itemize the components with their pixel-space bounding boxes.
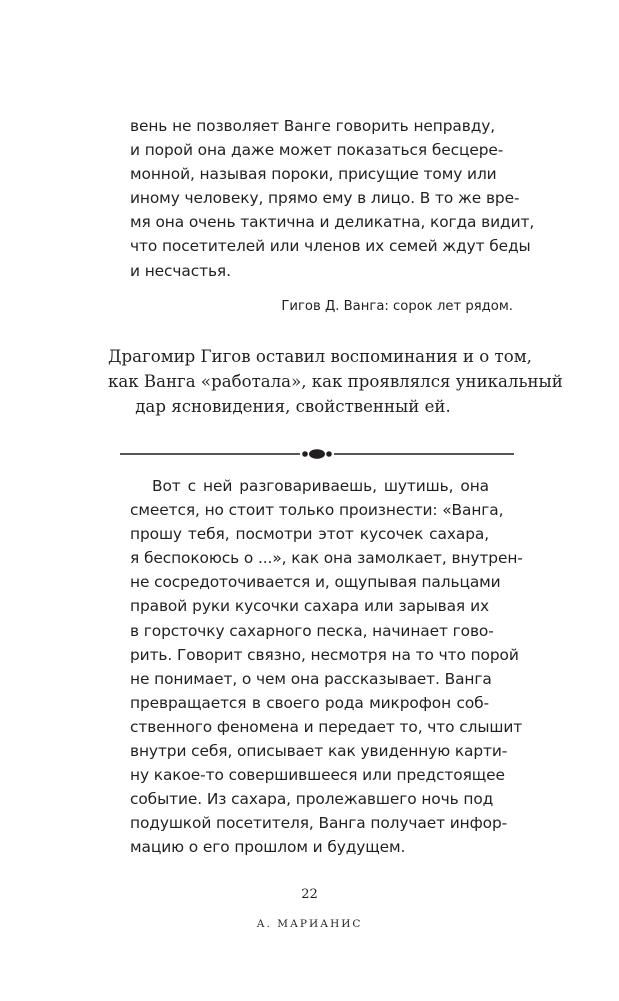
quote-line: вень не позволяет Ванге говорить неправду, [130, 117, 496, 135]
body-line: рить. Говорит связно, несмотря на то что порой [130, 645, 519, 664]
body-line: внутри себя, описывает как увиденную карти- [130, 742, 508, 761]
intro-line: Драгомир Гигов оставил воспоминания и о том, [108, 347, 532, 366]
body-line: не понимает, о чем она рассказывает. Ванга [130, 669, 492, 688]
section-divider [120, 445, 514, 463]
body-line: прошу тебя, посмотри этот кусочек сахара, [130, 525, 489, 544]
quote-line: монной, называя пороки, присущие тому или [130, 165, 497, 184]
intro-paragraph [108, 344, 563, 419]
quote-line: иному человеку, прямо ему в лицо. В то же вре- [130, 189, 520, 208]
body-paragraph [130, 474, 523, 860]
body-line: мацию о его прошлом и будущем. [130, 838, 406, 857]
body-line: в горсточку сахарного песка, начинает гово- [130, 621, 494, 640]
quote-line: мя она очень тактична и деликатна, когда видит, [130, 213, 535, 232]
body-line: Вот с ней разговариваешь, шутишь, она [152, 477, 489, 495]
body-line: подушкой посетителя, Ванга получает инфор- [130, 814, 508, 833]
intro-line: как Ванга «работала», как проявлялся уникальный [108, 372, 563, 391]
quote-line: и несчастья. [130, 261, 231, 280]
intro-line: дар ясновидения, свойственный ей. [135, 397, 451, 416]
body-line: правой руки кусочки сахара или зарывая их [130, 597, 489, 616]
quote-line: и порой она даже может показаться бесцере- [130, 141, 504, 160]
quote-attribution: Гигов Д. Ванга: сорок лет рядом. [281, 299, 513, 314]
body-line: ну какое-то совершившееся или предстоящее [130, 766, 505, 785]
ornament-icon [120, 445, 514, 463]
body-line: ственного феномена и передает то, что слышит [130, 717, 523, 736]
page-number: 22 [301, 887, 318, 902]
body-line: я беспокоюсь о ...», как она замолкает, внутрен- [130, 549, 523, 568]
body-line: не сосредоточивается и, ощупывая пальцами [130, 573, 501, 592]
quote-line: что посетителей или членов их семей ждут беды [130, 237, 531, 256]
body-line: событие. Из сахара, пролежавшего ночь под [130, 790, 494, 809]
body-line: смеется, но стоит только произнести: «Ванга, [130, 501, 504, 520]
running-footer: А. МАРИАНИС [256, 918, 363, 930]
body-line: превращается в своего рода микрофон соб- [130, 693, 489, 712]
quote-block [130, 114, 535, 283]
